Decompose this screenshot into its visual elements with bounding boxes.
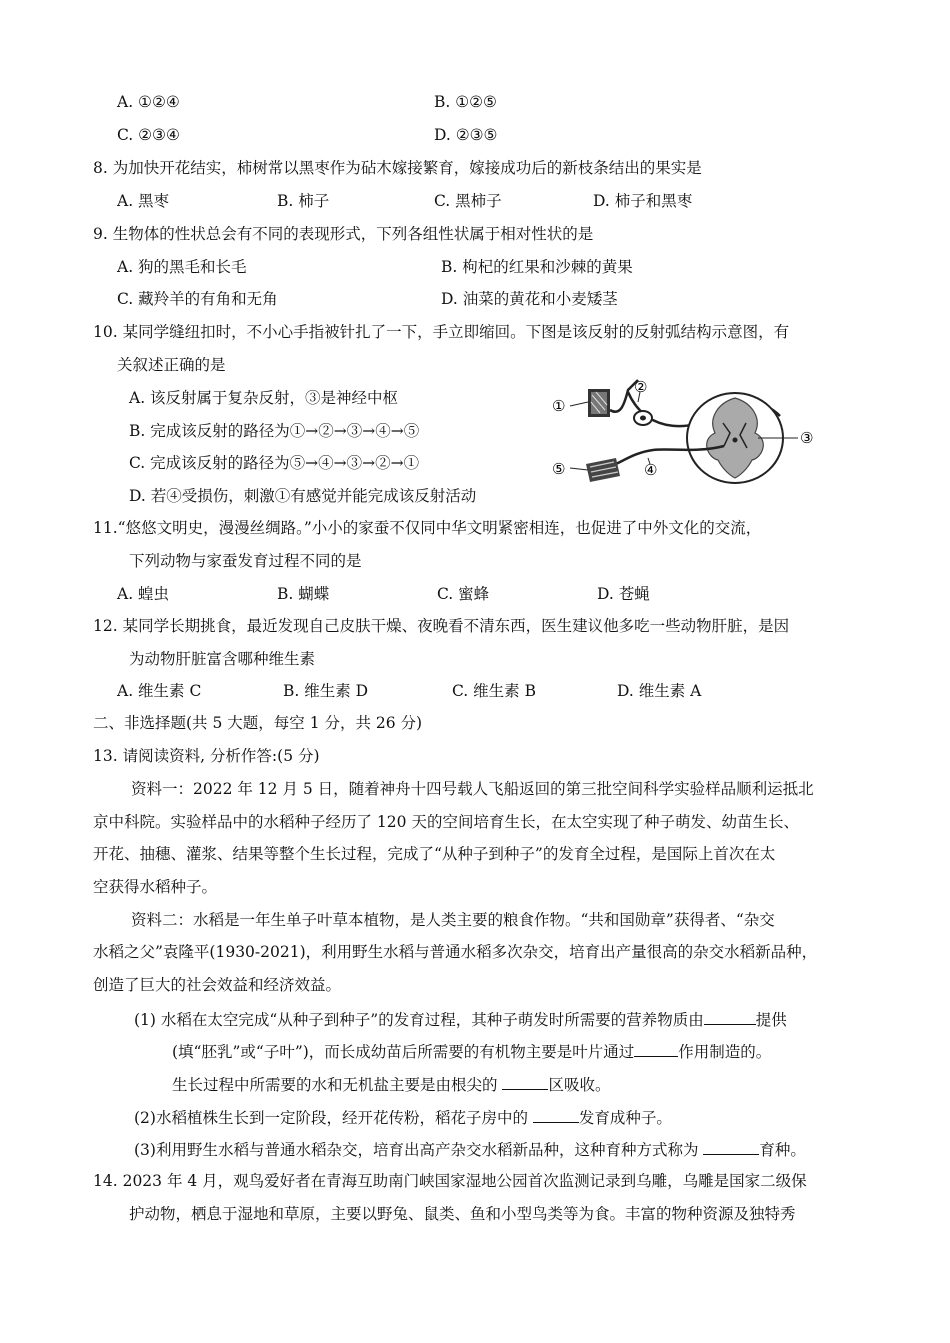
q13-part1-text-f: 区吸收。	[548, 1076, 611, 1094]
answer-blank-1[interactable]	[704, 1008, 756, 1025]
figure-label-4: ④	[644, 461, 658, 479]
q13-material1-line4: 空获得水稻种子。	[93, 878, 218, 896]
q12-stem-line1: 12. 某同学长期挑食，最近发现自己皮肤干燥、夜晚看不清东西，医生建议他多吃一些动物肝脏，是因	[93, 617, 790, 635]
q13-material2-line3: 创造了巨大的社会效益和经济效益。	[93, 976, 342, 994]
q7-option-d: D. ②③⑤	[434, 126, 498, 144]
q12-option-b: B. 维生素 D	[283, 682, 369, 700]
figure-label-5: ⑤	[552, 460, 566, 478]
q11-stem-line2: 下列动物与家蚕发育过程不同的是	[129, 552, 362, 570]
q13-material1-line1: 资料一：2022 年 12 月 5 日，随着神舟十四号载人飞船返回的第三批空间科学实验样品顺利运抵北	[131, 780, 814, 798]
answer-blank-4[interactable]	[533, 1106, 579, 1123]
q13-part3	[134, 1138, 806, 1160]
q8-option-a: A. 黑枣	[117, 192, 170, 210]
q11-option-b: B. 蝴蝶	[277, 585, 330, 603]
q13-part1-text-e: 生长过程中所需要的水和无机盐主要是由根尖的	[172, 1076, 503, 1094]
q10-stem-line1: 10. 某同学缝纽扣时，不小心手指被针扎了一下，手立即缩回。下图是该反射的反射弧结构示意图，有	[93, 323, 790, 341]
q13-part2-text-a: (2)水稻植株生长到一定阶段，经开花传粉，稻花子房中的	[134, 1109, 533, 1127]
q11-option-c: C. 蜜蜂	[437, 585, 490, 603]
q13-part3-text-a: (3)利用野生水稻与普通水稻杂交，培育出高产杂交水稻新品种，这种育种方式称为	[134, 1141, 704, 1159]
q13-part1-line1	[134, 1008, 787, 1030]
q11-option-a: A. 蝗虫	[117, 585, 170, 603]
q13-material2-line2: 水稻之父”袁隆平(1930-2021)，利用野生水稻与普通水稻多次杂交，培育出产量很高的杂交水稻新品种，	[93, 943, 818, 961]
q12-option-c: C. 维生素 B	[452, 682, 536, 700]
section2-heading: 二、非选择题(共 5 大题，每空 1 分，共 26 分)	[93, 714, 423, 732]
q9-stem: 9. 生物体的性状总会有不同的表现形式，下列各组性状属于相对性状的是	[93, 225, 594, 243]
q8-stem: 8. 为加快开花结实，柿树常以黑枣作为砧木嫁接繁育，嫁接成功后的新枝条结出的果实是	[93, 159, 702, 177]
q9-option-d: D. 油菜的黄花和小麦矮茎	[441, 290, 618, 308]
figure-label-1: ①	[552, 397, 566, 415]
q13-material1-line2: 京中科院。实验样品中的水稻种子经历了 120 天的空间培育生长，在太空实现了种子萌发、幼苗生长、	[93, 813, 799, 831]
effector-muscle	[586, 458, 620, 482]
q10-stem-line2: 关叙述正确的是	[117, 356, 226, 374]
q13-part1-text-d: 作用制造的。	[678, 1043, 772, 1061]
q10-option-c: C. 完成该反射的路径为⑤→④→③→②→①	[129, 454, 420, 472]
q13-part3-text-b: 育种。	[759, 1141, 806, 1159]
q13-part1-line3	[172, 1073, 610, 1095]
q10-option-a: A. 该反射属于复杂反射，③是神经中枢	[129, 389, 399, 407]
q7-option-c: C. ②③④	[117, 126, 180, 144]
receptor-skin-patch	[588, 389, 610, 417]
q12-option-a: A. 维生素 C	[117, 682, 202, 700]
q8-option-b: B. 柿子	[277, 192, 330, 210]
figure-label-3: ③	[800, 429, 814, 447]
answer-blank-3[interactable]	[502, 1073, 548, 1090]
q7-option-a: A. ①②④	[117, 93, 180, 111]
q10-option-d: D. 若④受损伤，刺激①有感觉并能完成该反射活动	[129, 487, 477, 505]
q13-part1-text-c: (填“胚乳”或“子叶”)，而长成幼苗后所需要的有机物主要是叶片通过	[172, 1043, 635, 1061]
q13-material1-line3: 开花、抽穗、灌浆、结果等整个生长过程，完成了“从种子到种子”的发育全过程，是国际上首次在太	[93, 845, 776, 863]
q9-option-c: C. 藏羚羊的有角和无角	[117, 290, 278, 308]
q13-part1-text-b: 提供	[755, 1011, 787, 1029]
q9-option-b: B. 枸杞的红果和沙棘的黄果	[441, 258, 633, 276]
q11-stem-line1: 11.“悠悠文明史，漫漫丝绸路。”小小的家蚕不仅同中华文明紧密相连，也促进了中外文化的交流，	[93, 519, 762, 537]
q14-stem-line1: 14. 2023 年 4 月，观鸟爱好者在青海互助南门峡国家湿地公园首次监测记录到乌雕，乌雕是国家二级保	[93, 1172, 807, 1190]
q13-part1-text-a: (1) 水稻在太空完成“从种子到种子”的发育过程，其种子萌发时所需要的营养物质由	[134, 1011, 704, 1029]
figure-label-2: ②	[634, 378, 648, 396]
answer-blank-5[interactable]	[703, 1138, 759, 1155]
q13-part1-line2	[172, 1040, 771, 1062]
q13-stem: 13. 请阅读资料, 分析作答:(5 分)	[93, 747, 320, 765]
q12-option-d: D. 维生素 A	[617, 682, 702, 700]
q8-option-d: D. 柿子和黑枣	[593, 192, 693, 210]
q12-stem-line2: 为动物肝脏富含哪种维生素	[129, 650, 316, 668]
q8-option-c: C. 黑柿子	[434, 192, 502, 210]
q13-material2-line1: 资料二：水稻是一年生单子叶草本植物，是人类主要的粮食作物。“共和国勋章”获得者、“杂交	[131, 911, 775, 929]
reflex-arc-figure	[548, 378, 828, 498]
q9-option-a: A. 狗的黑毛和长毛	[117, 258, 247, 276]
q13-part2-text-b: 发育成种子。	[578, 1109, 672, 1127]
q14-stem-line2: 护动物，栖息于湿地和草原，主要以野兔、鼠类、鱼和小型鸟类等为食。丰富的物种资源及独特秀	[129, 1205, 796, 1223]
q13-part2	[134, 1106, 672, 1128]
q11-option-d: D. 苍蝇	[597, 585, 650, 603]
q10-option-b: B. 完成该反射的路径为①→②→③→④→⑤	[129, 422, 420, 440]
answer-blank-2[interactable]	[634, 1040, 678, 1057]
q7-option-b: B. ①②⑤	[434, 93, 497, 111]
